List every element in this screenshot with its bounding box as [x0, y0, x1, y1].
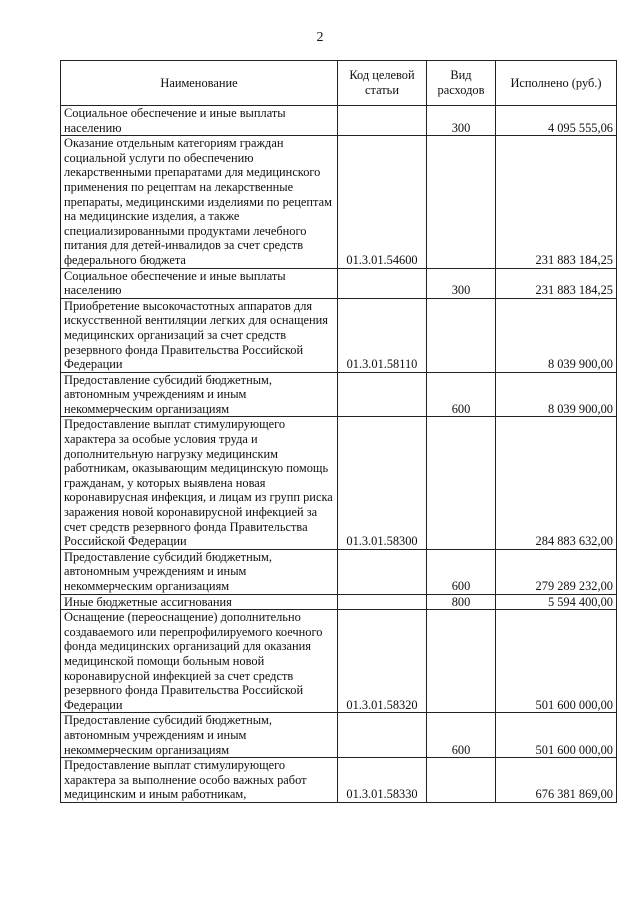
row-amount-cell: 8 039 900,00: [496, 372, 617, 417]
row-code-cell: [338, 594, 427, 610]
table-row: [61, 298, 617, 372]
table-header-row: [61, 61, 617, 106]
table-row: [61, 713, 617, 758]
row-name-cell: Оказание отдельным категориям граждан социальной услуги по обеспечению лекарственными препаратами для медицинского применения по рецептам на лекарственные препараты, медицинскими изделиями по рецептам на медицинские изделия, а также специализированными продуктами лечебного питания для детей-инвалидов за счет средств федерального бюджета: [61, 136, 338, 268]
table-row: [61, 136, 617, 268]
row-type-cell: [427, 417, 496, 549]
row-amount-cell: 501 600 000,00: [496, 713, 617, 758]
header-name: Наименование: [61, 61, 338, 106]
row-name-cell: Предоставление субсидий бюджетным, автономным учреждениям и иным некоммерческим организациям: [61, 549, 338, 594]
row-type-cell: 300: [427, 106, 496, 136]
row-type-cell: [427, 298, 496, 372]
row-code-cell: [338, 372, 427, 417]
row-code-cell: 01.3.01.58330: [338, 758, 427, 803]
table-body: [61, 106, 617, 803]
table-row: [61, 372, 617, 417]
row-amount-cell: 501 600 000,00: [496, 610, 617, 713]
row-name-cell: Социальное обеспечение и иные выплаты населению: [61, 106, 338, 136]
row-code-cell: 01.3.01.58300: [338, 417, 427, 549]
table-row: [61, 106, 617, 136]
row-type-cell: [427, 610, 496, 713]
header-type: Вид расходов: [427, 61, 496, 106]
row-amount-cell: 284 883 632,00: [496, 417, 617, 549]
header-code: Код целевой статьи: [338, 61, 427, 106]
row-name-cell: Предоставление субсидий бюджетным, автономным учреждениям и иным некоммерческим организациям: [61, 713, 338, 758]
budget-execution-table: [60, 60, 617, 803]
row-type-cell: 600: [427, 549, 496, 594]
row-name-cell: Предоставление выплат стимулирующего характера за выполнение особо важных работ медицинским и иным работникам,: [61, 758, 338, 803]
row-name-cell: Иные бюджетные ассигнования: [61, 594, 338, 610]
row-amount-cell: 8 039 900,00: [496, 298, 617, 372]
row-amount-cell: 676 381 869,00: [496, 758, 617, 803]
row-amount-cell: 279 289 232,00: [496, 549, 617, 594]
row-code-cell: 01.3.01.58110: [338, 298, 427, 372]
row-type-cell: 800: [427, 594, 496, 610]
row-code-cell: [338, 713, 427, 758]
row-name-cell: Предоставление выплат стимулирующего характера за особые условия труда и дополнительную нагрузку медицинским работникам, оказывающим медицинскую помощь гражданам, у которых выявлена новая коронавирусная инфекция, и лицам из групп риска заражения новой коронавирусной инфекцией за счет средств резервного фонда Правительства Российской Федерации: [61, 417, 338, 549]
table-row: [61, 417, 617, 549]
row-code-cell: 01.3.01.58320: [338, 610, 427, 713]
table-row: [61, 610, 617, 713]
row-amount-cell: 231 883 184,25: [496, 136, 617, 268]
row-code-cell: [338, 106, 427, 136]
row-name-cell: Приобретение высокочастотных аппаратов для искусственной вентиляции легких для оснащения медицинских организаций за счет средств резервного фонда Правительства Российской Федерации: [61, 298, 338, 372]
row-type-cell: [427, 758, 496, 803]
table-row: [61, 594, 617, 610]
row-type-cell: 600: [427, 713, 496, 758]
row-type-cell: 600: [427, 372, 496, 417]
header-amount: Исполнено (руб.): [496, 61, 617, 106]
row-type-cell: [427, 136, 496, 268]
table-row: [61, 268, 617, 298]
row-code-cell: [338, 268, 427, 298]
table-row: [61, 549, 617, 594]
row-name-cell: Предоставление субсидий бюджетным, автономным учреждениям и иным некоммерческим организациям: [61, 372, 338, 417]
row-type-cell: 300: [427, 268, 496, 298]
row-amount-cell: 4 095 555,06: [496, 106, 617, 136]
row-amount-cell: 231 883 184,25: [496, 268, 617, 298]
table-row: [61, 758, 617, 803]
page-number: 2: [316, 30, 324, 45]
row-code-cell: [338, 549, 427, 594]
row-name-cell: Социальное обеспечение и иные выплаты населению: [61, 268, 338, 298]
row-code-cell: 01.3.01.54600: [338, 136, 427, 268]
row-name-cell: Оснащение (переоснащение) дополнительно создаваемого или перепрофилируемого коечного фонда медицинских организаций для оказания медицинской помощи больным новой коронавирусной инфекцией за счет средств резервного фонда Правительства Российской Федерации: [61, 610, 338, 713]
row-amount-cell: 5 594 400,00: [496, 594, 617, 610]
